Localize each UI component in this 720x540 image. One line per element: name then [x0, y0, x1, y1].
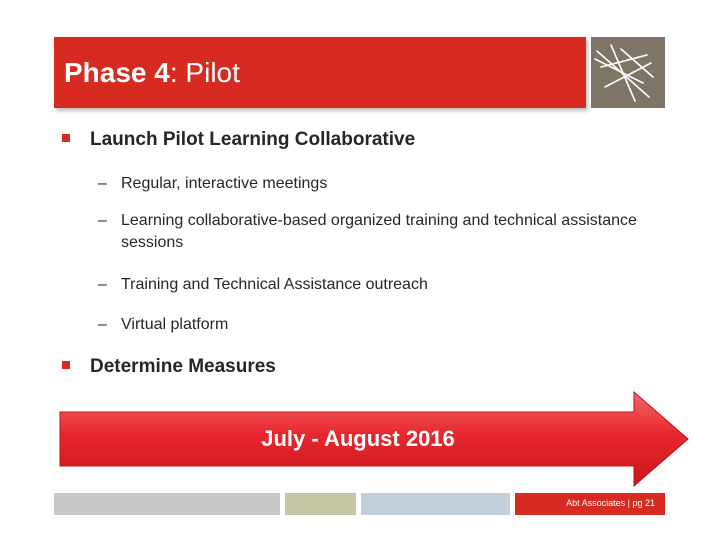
abt-associates-logo-icon — [591, 37, 665, 108]
dash-bullet-icon: – — [98, 212, 107, 229]
title-bar — [54, 37, 586, 108]
bullet-label: Launch Pilot Learning Collaborative — [90, 129, 416, 150]
subbullet-text: Learning collaborative-based organized training and technical assistance sessions — [121, 212, 637, 251]
square-bullet-icon — [62, 361, 70, 369]
subbullet-text: Regular, interactive meetings — [121, 175, 328, 192]
footer-segment-gray — [54, 493, 280, 515]
footer-segment-red — [515, 493, 665, 515]
logo-lines-icon — [591, 37, 665, 108]
square-bullet-icon — [62, 134, 70, 142]
dash-bullet-icon: – — [98, 276, 107, 293]
subbullet-text: Virtual platform — [121, 316, 229, 333]
dash-bullet-icon: – — [98, 175, 107, 192]
subbullet-text: Training and Technical Assistance outreach — [121, 276, 428, 293]
footer-segment-olive — [285, 493, 356, 515]
slide-title — [64, 56, 240, 90]
dash-bullet-icon: – — [98, 316, 107, 333]
bullet-label: Determine Measures — [90, 356, 276, 377]
slide-title-phase: Phase 4 — [64, 57, 170, 88]
footer-segment-blue — [361, 493, 510, 515]
timeline-label: July - August 2016 — [261, 426, 455, 451]
slide-title-rest: : Pilot — [169, 57, 240, 88]
footer-page-label: Abt Associates | pg 21 — [566, 498, 655, 508]
timeline-arrow — [58, 390, 692, 490]
